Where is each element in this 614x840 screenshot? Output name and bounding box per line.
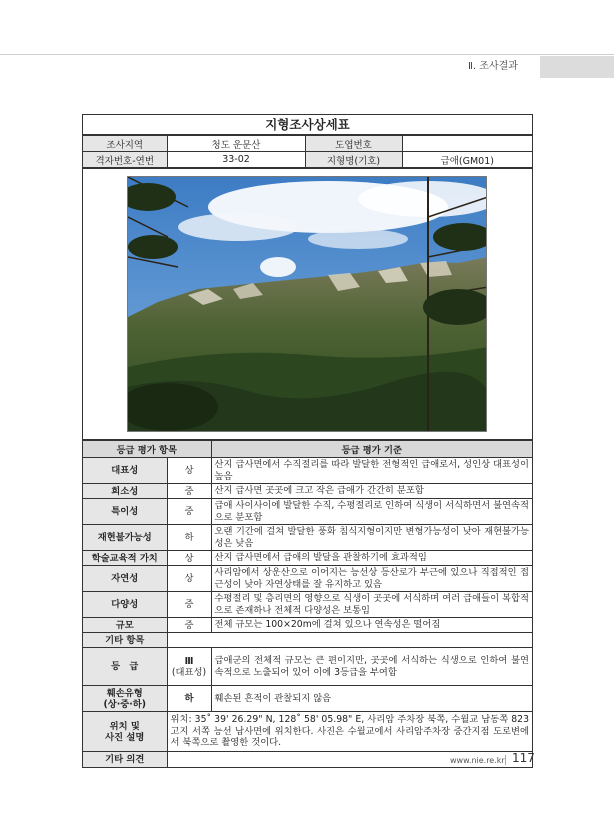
footer-url[interactable]: www.nie.re.kr	[450, 756, 505, 765]
other-items-label: 기타 항목	[83, 633, 167, 648]
grade-item: 학술교육적 가치	[83, 551, 167, 566]
grade-level: 상	[167, 458, 211, 484]
damage-text: 훼손된 흔적이 관찰되지 않음	[211, 686, 532, 712]
grade-level: 하	[167, 525, 211, 551]
damage-label: 훼손유형 (상·중·하)	[83, 686, 167, 712]
grade-item: 희소성	[83, 484, 167, 499]
map-no-label: 도엽번호	[305, 136, 402, 152]
grade-row	[83, 618, 532, 633]
landform-label: 지형명(기호)	[305, 152, 402, 168]
damage-row	[83, 686, 532, 712]
grade-basis: (대표성)	[171, 666, 207, 678]
grade-criteria: 오랜 기간에 걸쳐 발달한 풍화 침식지형이지만 변형가능성이 낮아 재현불가능성은 낮음	[211, 525, 532, 551]
grade-row	[83, 551, 532, 566]
grade-result-label: 등 급	[83, 648, 167, 686]
grade-item: 특이성	[83, 499, 167, 525]
location-row	[83, 712, 532, 752]
grade-criteria: 산지 급사면에서 수직절리를 따라 발달한 전형적인 급애로서, 성인상 대표성이 높음	[211, 458, 532, 484]
chapter-title: Ⅱ. 조사결과	[468, 61, 518, 72]
mountain-cliff-image	[128, 177, 487, 432]
region-label: 조사지역	[83, 136, 167, 152]
grade-item-header: 등급 평가 항목	[83, 441, 211, 458]
landform-photo	[127, 176, 487, 432]
grade-item: 대표성	[83, 458, 167, 484]
grid-label: 격자번호-연번	[83, 152, 167, 168]
grade-criteria: 급애 사이사이에 발달한 수직, 수평절리로 인하여 식생이 서식하면서 불연속적으로 분포함	[211, 499, 532, 525]
grade-level: 중	[167, 592, 211, 618]
grade-level: 상	[167, 551, 211, 566]
grade-row	[83, 458, 532, 484]
grade-level: 중	[167, 484, 211, 499]
grade-level: 중	[167, 618, 211, 633]
grade-table	[83, 440, 532, 767]
survey-sheet	[82, 114, 533, 768]
grade-criteria: 산지 급사면에서 급애의 발달을 관찰하기에 효과적임	[211, 551, 532, 566]
grade-level: 중	[167, 499, 211, 525]
grade-row	[83, 484, 532, 499]
grade-result-text: 급애군의 전체적 규모는 큰 편이지만, 곳곳에 서식하는 식생으로 인하여 불연속적으로 노출되어 있어 이에 3등급을 부여함	[211, 648, 532, 686]
grade-criteria-header: 등급 평가 기준	[211, 441, 532, 458]
grade-criteria: 전체 규모는 100×20m에 걸쳐 있으나 연속성은 떨어짐	[211, 618, 532, 633]
grade-item: 재현불가능성	[83, 525, 167, 551]
location-text: 위치: 35˚ 39' 26.29" N, 128˚ 58' 05.98" E, 사리암 주차장 북쪽, 수월교 남동쪽 823고지 서쪽 능선 남사면에 위치한다. 사진은 수월교에서 사리암주차장 중간지점 도로변에서 북쪽으로 촬영한 것이다.	[167, 712, 532, 752]
footer-divider	[505, 755, 506, 765]
grade-criteria: 사리암에서 상운산으로 이어지는 능선상 등산로가 부근에 있으나 직접적인 접근성이 낮아 자연상태를 잘 유지하고 있음	[211, 566, 532, 592]
grade-row	[83, 592, 532, 618]
grade-criteria: 산지 급사면 곳곳에 크고 작은 급애가 간간히 분포함	[211, 484, 532, 499]
grade-item: 자연성	[83, 566, 167, 592]
damage-level: 하	[167, 686, 211, 712]
grade-row	[83, 499, 532, 525]
other-items-value	[167, 633, 532, 648]
grade-row	[83, 525, 532, 551]
chapter-tab	[540, 56, 614, 78]
map-no-value	[402, 136, 532, 152]
etc-label: 기타 의견	[83, 752, 167, 767]
grade-level: 상	[167, 566, 211, 592]
photo-section	[83, 168, 532, 440]
meta-table	[83, 135, 532, 168]
grid-value: 33-02	[167, 152, 305, 168]
location-label: 위치 및 사진 설명	[83, 712, 167, 752]
region-value: 청도 운문산	[167, 136, 305, 152]
sheet-title: 지형조사상세표	[83, 115, 532, 135]
grade-roman: Ⅲ	[184, 655, 194, 667]
grade-item: 다양성	[83, 592, 167, 618]
page-number: 117	[512, 751, 535, 765]
grade-result-value	[167, 648, 211, 686]
landform-value: 급애(GM01)	[402, 152, 532, 168]
grade-item: 규모	[83, 618, 167, 633]
header-rule	[0, 54, 614, 55]
grade-result-row	[83, 648, 532, 686]
grade-criteria: 수평절리 및 층리면의 영향으로 식생이 곳곳에 서식하며 여러 급애들이 복합적으로 존재하나 전체적 다양성은 보통임	[211, 592, 532, 618]
grade-row	[83, 566, 532, 592]
other-items-row	[83, 633, 532, 648]
